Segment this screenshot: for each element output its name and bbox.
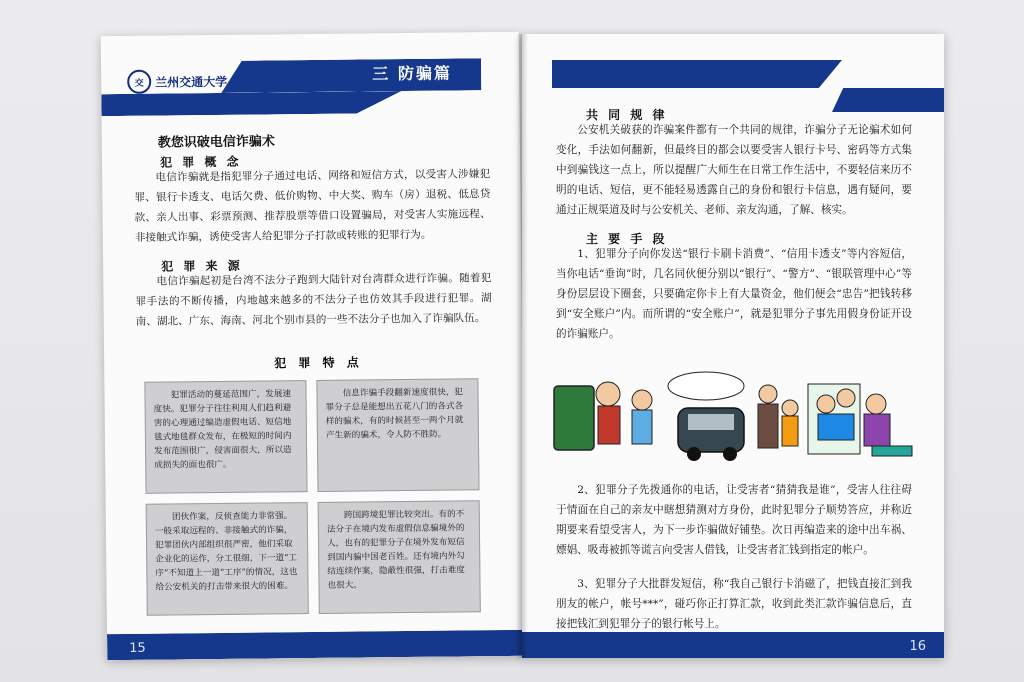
footer-bar <box>107 630 525 660</box>
person-icon <box>782 400 798 416</box>
header-tab <box>552 60 842 88</box>
feature-box: 团伙作案，反侦查能力非常强。一般采取远程的、非接触式的诈骗，犯罪团伙内部组织很严密，他们采取企业化的运作，分工很细，下一道“工序”不知道上一道“工序”的情况，这也给公安机关的打击带来很大的困难。 <box>146 502 309 616</box>
features-grid <box>144 378 486 622</box>
section-title: 三 防骗篇 <box>372 63 453 84</box>
person-icon <box>596 382 620 406</box>
source-text: 电信诈骗起初是台湾不法分子跑到大陆针对台湾群众进行诈骗。随着犯罪手法的不断传播，内地越来越多的不法分子也仿效其手段进行犯罪。湖南、湖北、广东、海南、河北个别市县的一些不法分子也加入了诈骗队伍。 <box>135 272 492 328</box>
concept-text: 电信诈骗就是指犯罪分子通过电话、网络和短信方式，以受害人涉嫌犯罪、银行卡透支、电话欠费、低价购物、中大奖、购车（房）退税、低息贷款、亲人出事、彩票预测、推荐股票等借口设置骗局，对受害人实施远程、非接触式诈骗，诱使受害人给犯罪分子打款或转账的犯罪行为。 <box>134 168 491 244</box>
logo-name: 兰州交通大学 <box>155 74 228 90</box>
phone-icon <box>554 386 594 450</box>
footer-bar <box>522 632 944 658</box>
means-title: 主 要 手 段 <box>586 232 668 246</box>
person-icon <box>866 394 886 414</box>
source-title: 犯 罪 来 源 <box>161 258 243 274</box>
features-title: 犯 罪 特 点 <box>274 355 363 371</box>
rules-text: 公安机关破获的诈骗案件都有一个共同的规律，诈骗分子无论骗术如何变化，手法如何翻新，但最终目的都会以要受害人银行卡号、密码等方式集中到骗钱这一点上，所以提醒广大师生在日常工作生活中，不要轻信来历不明的电话、短信，更不能轻易透露自己的身份和银行卡信息，遇有疑问，要通过正规渠道及时与公安机关、老师、亲友沟通，了解、核实。 <box>556 124 912 216</box>
person-icon <box>759 385 777 403</box>
person-icon <box>632 390 652 410</box>
feature-box: 犯罪活动的蔓延范围广，发展速度快。犯罪分子往往利用人们趋利避害的心理通过编造虚假电话、短信地毯式地毯群众发布，在极短的时间内发布范围很广，侵害面很大，所以造成损失的面也很广。 <box>144 380 307 494</box>
means-item-2: 2、犯罪分子先拨通你的电话，让受害者“猜猜我是谁”，受害人往往碍于情面在自己的亲友中瞎想猜测对方身份，此时犯罪分子顺势答应，并称近期要来看望受害人，为下一步诈骗做好铺垫。次日再编造来的途中出车祸、嫖娼、吸毒被抓等谎言向受害人借钱，让受害者汇钱到指定的帐户。 <box>556 484 912 556</box>
header-bar <box>832 88 944 112</box>
concept-title: 犯 罪 概 念 <box>159 154 242 170</box>
seal-icon: 交 <box>127 70 151 94</box>
means-item-1: 1、犯罪分子向你发送“银行卡刷卡消费”、“信用卡透支”等内容短信，当你电话“垂询”时，几名同伙便分别以“银行”、“警方”、“银联管理中心”等身份层层设下圈套，只要确定你卡上有大量资金，他们便会“忠告”把钱转移到“安全账户”内。而所谓的“安全账户”，就是犯罪分子事先用假身份证开设的诈骗账户。 <box>556 248 912 340</box>
university-logo <box>127 69 227 94</box>
rules-title: 共 同 规 律 <box>586 108 668 122</box>
speech-bubble-icon <box>668 372 744 400</box>
fraud-cartoon-illustration <box>546 364 916 474</box>
left-page <box>101 32 526 660</box>
feature-box: 跨国跨境犯罪比较突出。有的不法分子在境内发布虚假信息骗境外的人，也有的犯罪分子在境外发布短信到国内骗中国老百姓。还有境内外勾结连续作案，隐蔽性很强，打击难度也很大。 <box>318 500 481 614</box>
page-heading: 教您识破电信诈骗术 <box>157 134 275 151</box>
means-item-3: 3、犯罪分子大批群发短信，称“我自己银行卡消磁了，把钱直接汇到我朋友的帐户，帐号***”，碰巧你正打算汇款，收到此类汇款诈骗信息后，直接把钱汇到犯罪分子的银行帐号上。 <box>556 578 912 630</box>
header-bar <box>101 91 401 116</box>
page-number: 16 <box>909 639 926 654</box>
page-number: 15 <box>129 640 146 656</box>
feature-box: 信息诈骗手段翻新速度很快，犯罪分子总是能想出五花八门的各式各样的骗术，有的时候甚至一两个月就产生新的骗术，令人防不胜防。 <box>316 378 479 492</box>
right-page <box>522 34 944 658</box>
